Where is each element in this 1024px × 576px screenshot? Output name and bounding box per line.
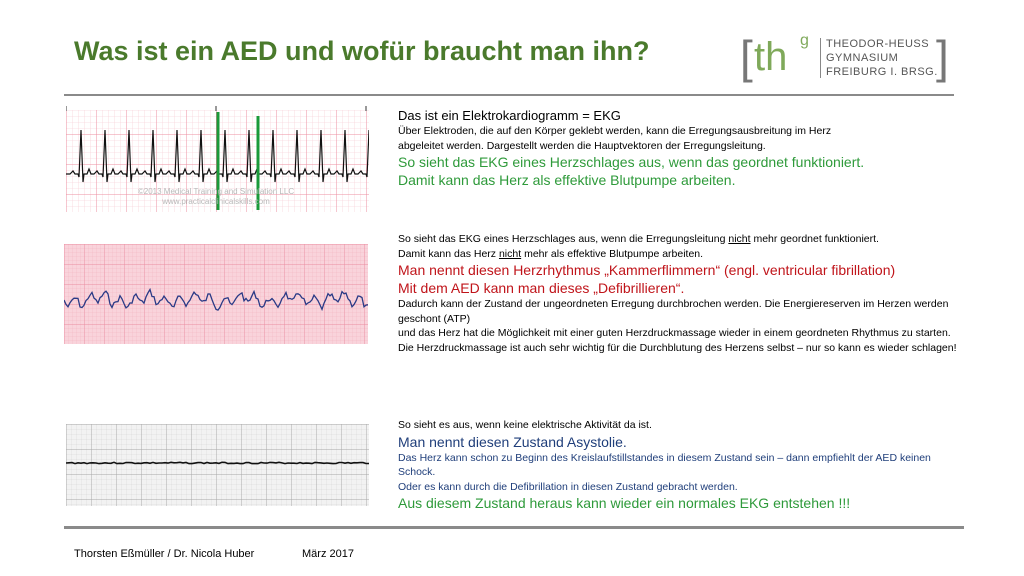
ecg-watermark-2: www.practicalclinicalskills.com — [162, 197, 270, 206]
school-logo — [740, 32, 950, 84]
section1-heading: Das ist ein Elektrokardiogramm = EKG — [398, 108, 621, 123]
footer-divider — [64, 526, 964, 529]
ecg-fibrillation-chart — [64, 244, 368, 344]
section3-line1: So sieht es aus, wenn keine elektrische Aktivität da ist. — [398, 419, 652, 431]
section2-red2: Mit dem AED kann man dieses „Defibrillieren“. — [398, 280, 685, 296]
section2-line2: Damit kann das Herz nicht mehr als effektive Blutpumpe arbeiten. — [398, 247, 704, 260]
logo-line-1: THEODOR-HEUSS — [826, 38, 930, 50]
ecg-fibrillation-image — [64, 244, 368, 344]
section-ekg-normal — [398, 108, 864, 189]
section2-line1: So sieht das EKG eines Herzschlages aus, wenn die Erregungsleitung nicht mehr geordnet funktioniert. — [398, 233, 879, 245]
logo-school-name — [826, 37, 938, 79]
footer-date: März 2017 — [302, 548, 354, 560]
logo-separator — [820, 38, 821, 78]
section1-green1: So sieht das EKG eines Herzschlages aus, wenn das geordnet funktioniert. — [398, 154, 865, 170]
logo-line-2: GYMNASIUM — [826, 52, 899, 64]
section3-green1: Aus diesem Zustand heraus kann wieder ein normales EKG entstehen !!! — [398, 495, 851, 511]
ecg-asystole-chart — [66, 424, 369, 506]
section1-line1: Über Elektroden, die auf den Körper geklebt werden, kann die Erregungsausbreitung im Herz — [398, 125, 832, 137]
section1-green2: Damit kann das Herz als effektive Blutpumpe arbeiten. — [398, 172, 736, 188]
section1-line2: abgeleitet werden. Dargestellt werden die Hauptvektoren der Erregungsleitung. — [398, 139, 766, 152]
section2-red1: Man nennt diesen Herzrhythmus „Kammerflimmern“ (engl. ventricular fibrillation) — [398, 262, 896, 278]
logo-g: g — [800, 32, 809, 49]
section3-navy3: Oder es kann durch die Defibrillation in diesen Zustand gebracht werden. — [398, 480, 738, 493]
header-divider — [64, 94, 954, 96]
ecg-normal-chart — [66, 104, 369, 212]
section-fibrillation — [398, 232, 978, 355]
section2-para1: Dadurch kann der Zustand der ungeordneten Erregung durchbrochen werden. Die Energiereserven im Herzen werden geschont (ATP) — [398, 298, 949, 325]
ecg-asystole-trace — [66, 462, 369, 463]
section2-para2: und das Herz hat die Möglichkeit mit einer guten Herzdruckmassage wieder in einem geordneten Rhythmus zu starten. — [398, 327, 951, 339]
logo-line-3: FREIBURG I. BRSG. — [826, 66, 938, 78]
section-asystole — [398, 418, 958, 512]
slide-title: Was ist ein AED und wofür braucht man ihn? — [74, 36, 650, 66]
section3-navy2: Das Herz kann schon zu Beginn des Kreislaufstillstandes in diesem Zustand sein – dann empfiehlt der AED keinen Schock. — [398, 451, 931, 478]
ecg-watermark-1: ©2013 Medical Training and Simulation LLC — [137, 187, 295, 196]
ecg-normal-image — [66, 104, 369, 212]
logo-th: th — [754, 35, 788, 79]
section3-navy1: Man nennt diesen Zustand Asystolie. — [398, 433, 627, 450]
logo-bracket-left: [ — [740, 31, 753, 83]
section2-para3: Die Herzdruckmassage ist auch sehr wichtig für die Durchblutung des Herzens selbst – nur so kann es wieder schlagen! — [398, 341, 957, 354]
footer-authors: Thorsten Eßmüller / Dr. Nicola Huber — [74, 548, 255, 560]
ecg-asystole-image — [66, 424, 369, 506]
logo-bracket-right: ] — [936, 31, 949, 83]
